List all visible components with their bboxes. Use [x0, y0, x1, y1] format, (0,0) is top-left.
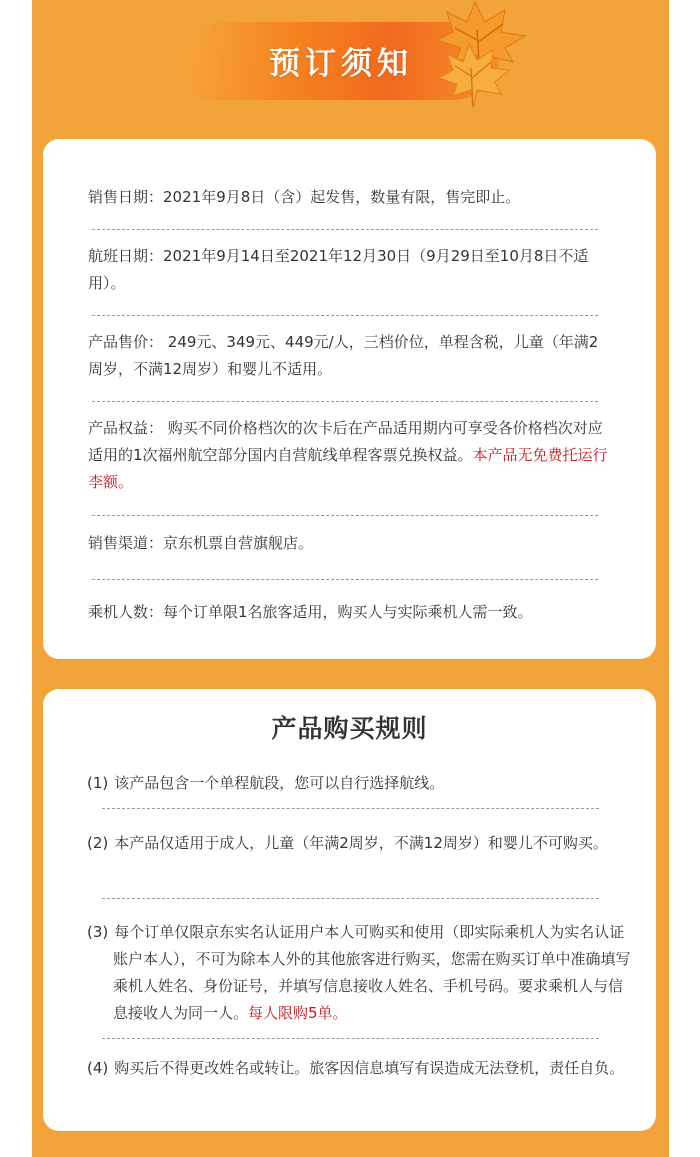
notice-card	[43, 139, 656, 659]
rules-card	[43, 689, 656, 1131]
notice-item-price: 产品售价： 249元、349元、449元/人，三档价位，单程含税，儿童（年满2周岁，不满12周岁）和婴儿不适用。	[88, 333, 599, 378]
notice-item-flight-date: 航班日期：2021年9月14日至2021年12月30日（9月29日至10月8日不适用）。	[88, 247, 589, 292]
notice-item-passengers: 乘机人数：每个订单限1名旅客适用，购买人与实际乘机人需一致。	[88, 603, 533, 621]
rules-title: 产品购买规则	[271, 714, 428, 743]
rule-item-1: (1) 该产品包含一个单程航段，您可以自行选择航线。	[87, 774, 445, 792]
divider	[92, 579, 598, 580]
divider	[92, 401, 598, 402]
rule-item-3: (3) 每个订单仅限京东实名认证用户本人可购买和使用（即实际乘机人为实名认证账户本人），不可为除本人外的其他旅客进行购买，您需在购买订单中准确填写乘机人姓名、身份证号，并填写信息接收人姓名、手机号码。要求乘机人与信息接收人为同一人。每人限购5单。	[87, 923, 631, 1022]
rule-item-4: (4) 购买后不得更改姓名或转让。旅客因信息填写有误造成无法登机，责任自负。	[87, 1059, 625, 1077]
divider	[102, 808, 599, 809]
notice-item-benefit: 产品权益： 购买不同价格档次的次卡后在产品适用期内可享受各价格档次对应适用的1次福州航空部分国内自营航线单程客票兑换权益。本产品无免费托运行李额。	[88, 419, 608, 491]
divider	[102, 898, 599, 899]
notice-item-channel: 销售渠道：京东机票自营旗舰店。	[88, 534, 314, 552]
divider	[92, 515, 598, 516]
divider	[102, 1038, 599, 1039]
banner-title: 预订须知	[269, 46, 413, 82]
no-baggage-highlight: 本产品无免费托运行李额。	[88, 446, 608, 491]
header-banner	[185, 14, 515, 100]
divider	[92, 315, 598, 316]
notice-item-sale-date: 销售日期：2021年9月8日（含）起发售，数量有限，售完即止。	[88, 188, 521, 206]
maple-leaf-small-icon	[433, 40, 513, 110]
rule-item-2: (2) 本产品仅适用于成人，儿童（年满2周岁，不满12周岁）和婴儿不可购买。	[87, 834, 608, 852]
divider	[92, 229, 598, 230]
purchase-limit-highlight: 每人限购5单。	[248, 1004, 348, 1022]
